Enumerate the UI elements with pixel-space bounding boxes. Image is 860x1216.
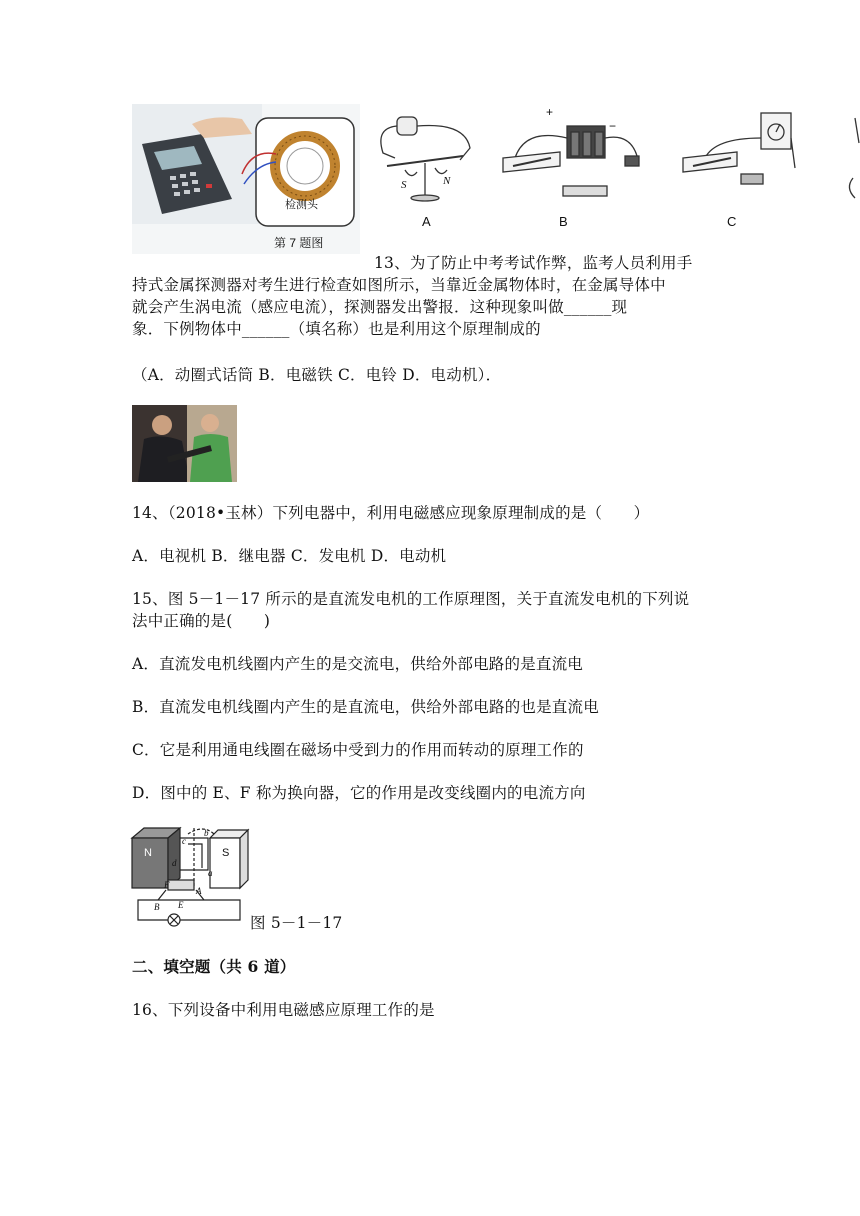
apparatus-a-label: A xyxy=(422,214,431,229)
magnet-s: S xyxy=(222,847,230,859)
label-d: d xyxy=(172,858,177,868)
label-c: c xyxy=(182,836,186,846)
q13-options: （A．动圈式话筒 B．电磁铁 C．电铃 D．电动机）． xyxy=(132,366,502,384)
label-b: b xyxy=(204,828,209,838)
q13-line-4: 象．下例物体中______（填名称）也是利用这个原理制成的 xyxy=(132,320,541,338)
figure-7-metal-detector xyxy=(132,104,360,254)
q16-stem: 16、下列设备中利用电磁感应原理工作的是 xyxy=(132,1001,435,1019)
label-a: a xyxy=(208,868,213,878)
q13-line-1: 13、为了防止中考考试作弊，监考人员利用手 xyxy=(374,254,693,272)
apparatus-illustration xyxy=(375,108,860,233)
apparatus-b-label: B xyxy=(559,214,568,229)
figure-7-illustration xyxy=(132,104,360,254)
magnet-n: N xyxy=(144,847,152,859)
q14-stem: 14、（2018•玉林）下列电器中，利用电磁感应现象原理制成的是（ ） xyxy=(132,504,650,522)
generator-diagram xyxy=(128,824,250,932)
q15-option-c: C．它是利用通电线圈在磁场中受到力的作用而转动的原理工作的 xyxy=(132,741,584,759)
magnet-s-label: S xyxy=(401,179,407,191)
probe-label: 检测头 xyxy=(285,199,318,211)
label-A: A xyxy=(196,886,202,896)
figure-5-1-17-generator xyxy=(128,824,250,932)
battery-minus: − xyxy=(609,119,617,133)
magnet-n-label: N xyxy=(443,175,451,187)
q15-option-a: A．直流发电机线圈内产生的是交流电，供给外部电路的是直流电 xyxy=(132,655,583,673)
label-B: B xyxy=(154,902,160,912)
q15-option-d: D．图中的 E、F 称为换向器，它的作用是改变线圈内的电流方向 xyxy=(132,784,586,802)
q15-stem-line-1: 15、图 5－1－17 所示的是直流发电机的工作原理图，关于直流发电机的下列说 xyxy=(132,590,690,608)
figure-apparatus-strip xyxy=(375,108,860,233)
label-e: E xyxy=(178,900,184,910)
q13-line-3: 就会产生涡电流（感应电流），探测器发出警报．这种现象叫做______现 xyxy=(132,298,628,316)
label-f: F xyxy=(164,880,170,890)
q15-option-b: B．直流发电机线圈内产生的是直流电，供给外部电路的也是直流电 xyxy=(132,698,599,716)
battery-plus: + xyxy=(546,108,554,119)
q15-stem-line-2: 法中正确的是( ) xyxy=(132,612,271,630)
photo-illustration xyxy=(132,405,237,482)
figure-5-1-17-caption: 图 5－1－17 xyxy=(250,914,343,932)
q14-options: A．电视机 B．继电器 C．发电机 D．电动机 xyxy=(132,547,447,565)
section-2-heading: 二、填空题（共 6 道） xyxy=(132,957,296,976)
q13-line-2: 持式金属探测器对考生进行检查如图所示，当靠近金属物体时，在金属导体中 xyxy=(132,276,666,294)
figure-7-caption: 第 7 题图 xyxy=(274,236,324,250)
metal-detector-photo xyxy=(132,405,237,482)
apparatus-c-label: C xyxy=(727,214,737,229)
